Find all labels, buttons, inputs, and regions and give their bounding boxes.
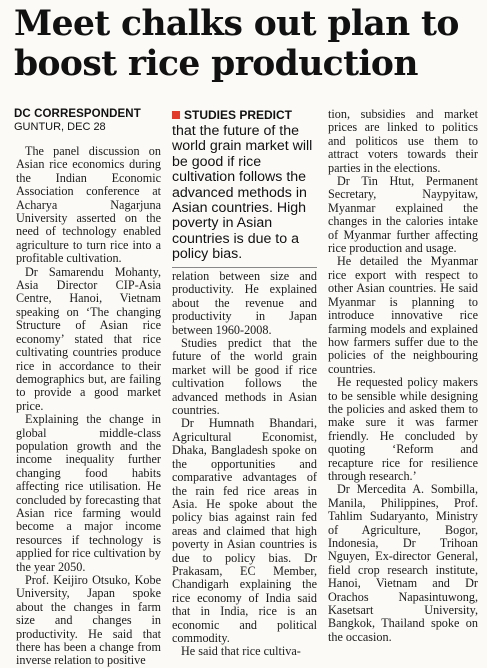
paragraph: Explaining the change in global middle-class population growth and the income inequality further changing food habits affecting rice utilisation. He concluded by forecasting that Asian rice farming would become a major income resources if technology is applied for rice cultivation by the year 2050. [16,412,161,574]
paragraph: He said that rice cultiva- [181,644,301,659]
paragraph: tion, subsidies and market prices are linked to politics and politicos use them to attract voters towards their parties in the elections. [328,107,478,175]
paragraph: relation between size and productivity. He explained about the revenue and productivity in Japan between 1960-2008. [172,269,317,337]
paragraph: Dr Tin Htut, Permanent Secretary, Naypyitaw, Myanmar explained the changes in the calories intake of Myanmar further affecting rice production and usage. [328,174,478,256]
pull-quote-text: that the future of the world grain market will be good if rice cultivation follows the advanced methods in Asian countries. High poverty in Asian countries is due to a policy bias. [172,123,313,263]
headline: Meet chalks out plan to boost rice production [14,4,459,84]
article-column-1 [16,145,161,668]
paragraph: Dr Samarendu Mohanty, Asia Director CIP-Asia Centre, Hanoi, Vietnam speaking on ‘The changing Structure of Asian rice economy’ stated that rice cultivating countries produce rice in accordance to their demographics but, are failing to provide a good market price. [16,264,161,413]
paragraph: He requested policy makers to be sensible while designing the policies and asked them to make sure it was farmer friendly. He concluded by quoting ‘Reform and recapture rice for resilience through research.’ [328,375,478,483]
paragraph: Dr Mercedita A. Sombilla, Manila, Philippines, Prof. Tahlim Sudaryanto, Ministry of Agriculture, Bogor, Indonesia, Dr Trihoan Nguyen, Ex-director General, field crop research institute, Hanoi, Vietnam and Dr Orachos Napasintuwong, Kasetsart University, Bangkok, Thailand spoke on the occasion. [328,482,478,644]
red-square-bullet-icon [172,111,180,119]
paragraph: Prof. Keijiro Otsuko, Kobe University, Japan spoke about the changes in farm size and changes in productivity. He said that there has been a change from inverse relation to positive [16,573,161,668]
byline-correspondent: DC CORRESPONDENT [14,108,141,120]
paragraph: The panel discussion on Asian rice economics during the Indian Economic Association conference at Acharya Nagarjuna University asserted on the need of technology enabled agriculture to turn rice into a profitable cultivation. [16,144,161,266]
paragraph: Dr Humnath Bhandari, Agricultural Economist, Dhaka, Bangladesh spoke on the opportunities and comparative advantages of the rain fed rice areas in Asia. He spoke about the policy bias against rain fed areas and claimed that high poverty in Asian countries is due to policy bias. Dr Prakasam, EC Member, Chandigarh explaining the rice economy of India said that in India, rice is an economic and political commodity. [172,416,317,645]
pull-quote-tag-text: STUDIES PREDICT [184,108,293,122]
byline-dateline: GUNTUR, DEC 28 [14,121,106,133]
divider [172,267,317,268]
paragraph: He detailed the Myanmar rice export with respect to other Asian countries. He said Myanmar is planning to introduce innovative rice farming models and explained how farmers suffer due to the policies of the neighbouring countries. [328,254,478,376]
pull-quote [172,108,317,268]
byline [14,108,141,134]
article-column-3 [328,108,478,644]
pull-quote-tag [172,108,317,122]
paragraph: Studies predict that the future of the world grain market will be good if rice cultivation follows the advanced methods in Asian countries. [172,336,317,418]
article-column-2 [172,270,317,659]
